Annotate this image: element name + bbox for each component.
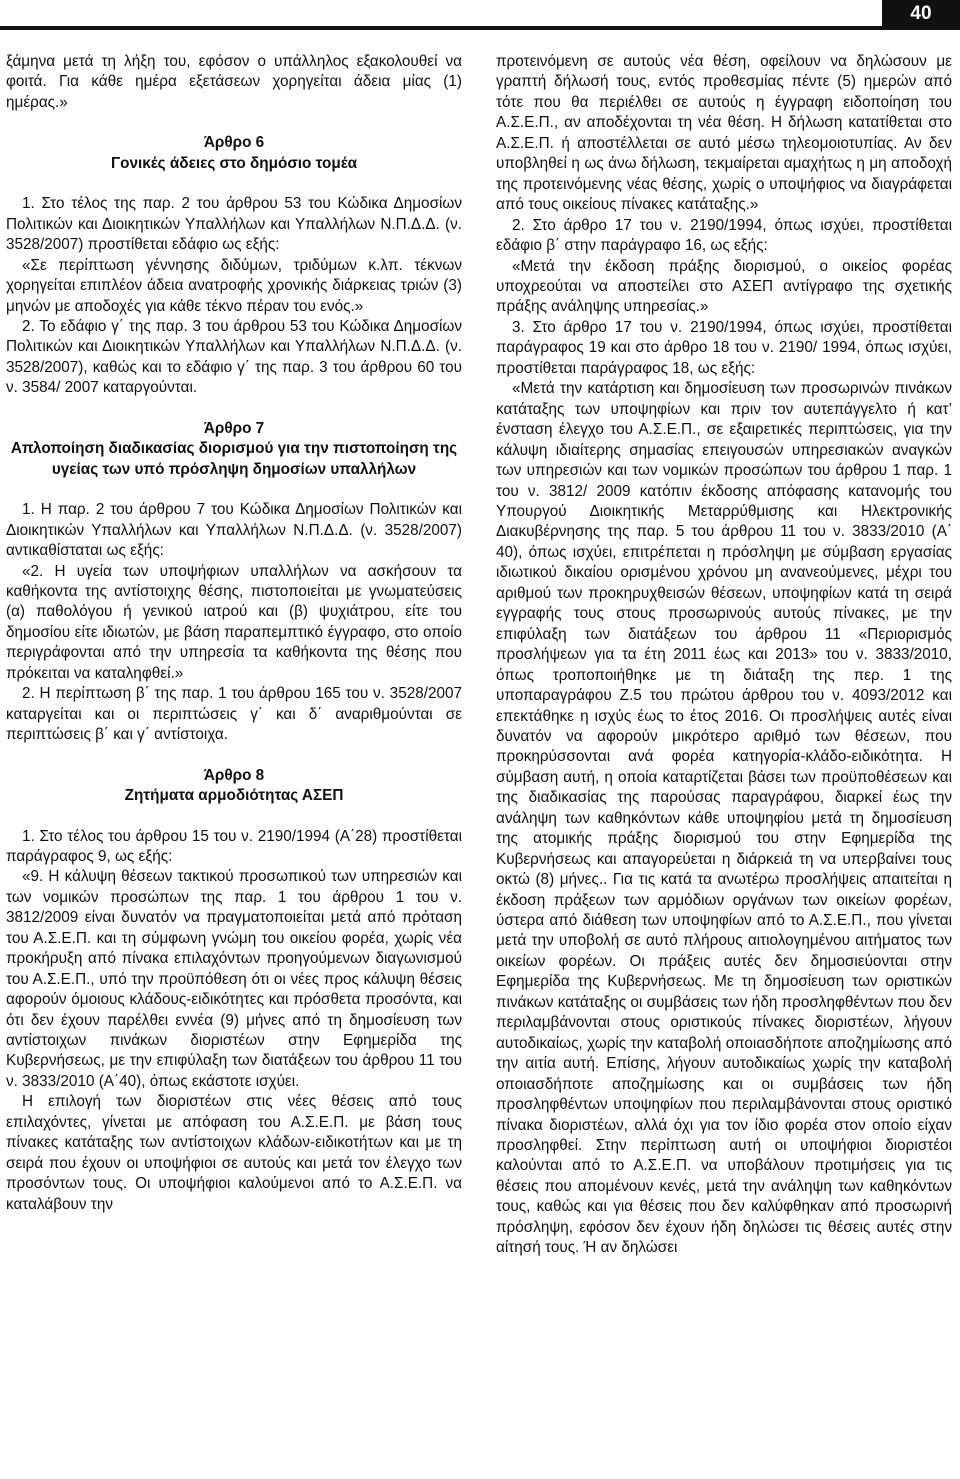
paragraph: 1. Στο τέλος της παρ. 2 του άρθρου 53 του Κώδικα Δημοσίων Πολιτικών και Διοικητικών Υπαλλήλων και Υπαλλήλων Ν.Π.Δ.Δ. (ν. 3528/2007) προστίθεται εδάφιο ως εξής: bbox=[6, 195, 462, 254]
left-column bbox=[6, 52, 462, 1215]
paragraph: 3. Στο άρθρο 17 του ν. 2190/1994, όπως ισχύει, προστίθεται παράγραφος 19 και στο άρθρο 18 του ν. 2190/ 1994, όπως ισχύει, προστίθεται παράγραφος 18, ως εξής: bbox=[496, 318, 952, 377]
paragraph: 1. Στο τέλος του άρθρου 15 του ν. 2190/1994 (Α΄28) προστίθεται παράγραφος 9, ως εξής: bbox=[6, 827, 462, 865]
paragraph: 2. Στο άρθρο 17 του ν. 2190/1994, όπως ισχύει, προστίθεται εδάφιο β΄ στην παράγραφο 16, ως εξής: bbox=[496, 216, 952, 255]
article-heading: Γονικές άδειες στο δημόσιο τομέα bbox=[110, 154, 358, 172]
article-heading: Άρθρο 8 bbox=[203, 766, 265, 784]
header-rule bbox=[0, 26, 960, 30]
article-heading: Άρθρο 6 bbox=[203, 134, 265, 152]
paragraph: «9. Η κάλυψη θέσεων τακτικού προσωπικού των υπηρεσιών και των νομικών προσώπων της παρ. 1 του άρθρου 1 του ν. 3812/2009 είναι δυνατόν να πραγματοποιείται μετά από πρόταση του Α.Σ.Ε.Π. και τη σύμφωνη γνώμη του οικείου φορέα, χωρίς νέα προκήρυξη από πίνακα επιλαχόντων προηγούμενων διαγωνισμού του Α.Σ.Ε.Π., υπό την προϋπόθεση ότι οι νέες προς κάλυψη θέσεις αφορούν όμοιους κλάδους-ειδικότητες και πρόσθετα προσόντα, και ότι δεν έχουν παρέλθει εννέα (9) μήνες από τη δημοσίευση των αντίστοιχων πινάκων διοριστέων στην Εφημερίδα της Κυβερνήσεως, με την επιφύλαξη των διατάξεων του άρθρου 11 του ν. 3833/2010 (Α΄40), όπως εκάστοτε ισχύει. bbox=[6, 868, 462, 1090]
page-number: 40 bbox=[882, 0, 960, 30]
article-heading: Ζητήματα αρμοδιότητας ΑΣΕΠ bbox=[124, 787, 344, 805]
paragraph: «Μετά την κατάρτιση και δημοσίευση των προσωρινών πινάκων κατάταξης των υποψηφίων και πριν τον αυτεπάγγελτο ή κατ’ ένσταση έλεγχο του Α.Σ.Ε.Π., σε εξαιρετικές περιπτώσεις, για την κάλυψη ιδιαίτερης σημασίας επειγουσών υπηρεσιακών αναγκών των υπηρεσιών και των νομικών προσώπων του άρθρου 1 παρ. 1 του ν. 3812/ 2009 κατόπιν έκδοσης απόφασης κατανομής του Υπουργού Διοικητικής Μεταρρύθμισης και Ηλεκτρονικής Διακυβέρνησης της παρ. 5 του άρθρου 11 του ν. 3833/2010 (Α΄ 40), όπως ισχύει, επιτρέπεται η πρόσληψη με σύμβαση εργασίας ιδιωτικού δικαίου ορισμένου χρόνου μη ανανεούμενες, μέχρι του αριθμού των προκηρυχθεισών θέσεων, υποψηφίων κατά τη σειρά εγγραφής τους στους προσωρινούς αυτούς πίνακες, με την επιφύλαξη των διατάξεων του άρθρου 11 «Περιορισμός προσλήψεων για τα έτη 2011 έως και 2013» του ν. 3833/2010, όπως τροποποιήθηκε με τη διάταξη της περ. 1 της υποπαραγράφου Ζ.5 του πρώτου άρθρου του ν. 4093/2012 και επεκτάθηκε η ισχύς έως το έτος 2016. Οι προσλήψεις αυτές είναι δυνατόν να αφορούν μικρότερο αριθμό των θέσεων, που προκηρύσσονται ανά φορέα κατηγορία-κλάδο-ειδικότητα. Η σύμβαση αυτή, η οποία καταρτίζεται βάσει των προϋποθέσεων και της διαδικασίας της παρούσας παραγράφου, διαρκεί έως την ανάληψη των καθηκόντων κάθε υποψηφίου μετά τη δημοσίευση της ατομικής πράξης διορισμού του στην Εφημερίδα της Κυβερνήσεως και απαγορεύεται η διάρκειά τη να υπερβαίνει τους οκτώ (8) μήνες.. Για τις κατά τα ανωτέρω προσλήψεις απαιτείται η έκδοση πράξεων των αρμόδιων οργάνων των οικείων φορέων, ύστερα από διάθεση των υποψηφίων από το Α.Σ.Ε.Π., που γίνεται μετά την υποβολή σε αυτό πλήρους αιτιολογημένου αιτήματος των οικείων φορέων. Οι πράξεις αυτές δεν δημοσιεύονται στην Εφημερίδα της Κυβερνήσεως. Με τη δημοσίευση των οριστικών πινάκων κατάταξης οι συμβάσεις των ήδη προσληφθέντων που δεν περιλαμβάνονται στους οριστικούς πίνακες διοριστέων, λήγουν αυτοδικαίως, χωρίς την καταβολή οποιασδήποτε αποζημίωσης από την αιτία αυτή. Επίσης, λήγουν αυτοδικαίως χωρίς την καταβολή οποιασδήποτε αποζημίωσης και οι συμβάσεις των ήδη προσληφθέντων υποψηφίων που περιλαμβάνονται στους οριστικό πίνακα διοριστέων, αλλά όχι για τον ίδιο φορέα στον οποίο είχαν προσληφθεί. Στην περίπτωση αυτή οι υποψήφιοι διοριστέοι καλούνται από το Α.Σ.Ε.Π. να υποβάλουν προτιμήσεις για τις θέσεις που απομένουν κενές, μετά την ανάληψη των καθηκόντων τους, καθώς και για θέσεις που δεν καλύφθηκαν από προσωρινή πρόσληψη, εφόσον δεν έχουν ήδη δηλώσει τις θέσεις αυτές στην αίτησή τους. Ή αν δηλώσει bbox=[496, 380, 952, 1257]
spacer bbox=[6, 807, 462, 827]
spacer bbox=[6, 113, 462, 133]
paragraph: 2. Η περίπτωση β΄ της παρ. 1 του άρθρου 165 του ν. 3528/2007 καταργείται και οι περιπτώσεις γ΄ και δ΄ αναριθμούνται σε περιπτώσεις β΄ και γ΄ αντίστοιχα. bbox=[6, 685, 462, 744]
spacer bbox=[6, 480, 462, 500]
spacer bbox=[6, 399, 462, 419]
right-column bbox=[496, 52, 952, 1259]
page-header bbox=[0, 0, 960, 40]
article-heading: Άρθρο 7 bbox=[203, 419, 265, 437]
paragraph: «Σε περίπτωση γέννησης διδύμων, τριδύμων κ.λπ. τέκνων χορηγείται επιπλέον άδεια ανατροφής χρονικής διάρκειας τριών (3) μηνών με αποδοχές για κάθε τέκνο πέραν του ενός.» bbox=[6, 256, 462, 315]
paragraph: Η επιλογή των διοριστέων στις νέες θέσεις από τους επιλαχόντες, γίνεται με απόφαση του Α.Σ.Ε.Π. με βάση τους πίνακες κατάταξης των αντίστοιχων κλάδων-ειδικοτήτων και με τη σειρά που έχουν οι υποψήφιοι σε αυτούς και μετά τον έλεγχο των προσόντων τους. Οι υποψήφιοι καλούμενοι από το Α.Σ.Ε.Π. να καταλάβουν την bbox=[6, 1093, 462, 1213]
paragraph: 2. Το εδάφιο γ΄ της παρ. 3 του άρθρου 53 του Κώδικα Δημοσίων Πολιτικών και Διοικητικών Υπαλλήλων και Υπαλλήλων Ν.Π.Δ.Δ. (ν. 3528/2007), καθώς και το εδάφιο γ΄ της παρ. 3 του άρθρου 60 του ν. 3584/ 2007 καταργούνται. bbox=[6, 317, 462, 397]
paragraph: «2. Η υγεία των υποψήφιων υπαλλήλων να ασκήσουν τα καθήκοντα της αντίστοιχης θέσης, πιστοποιείται με γνωματεύσεις (α) παθολόγου ή γενικού ιατρού και (β) ψυχιάτρου, είτε του δημοσίου είτε ιδιωτών, με βάση παραπεμπτικό έγγραφο, στο οποίο περιγράφονται από την υπηρεσία τα καθήκοντα της θέσης που πρόκειται να καταληφθεί.» bbox=[6, 562, 462, 682]
spacer bbox=[6, 174, 462, 194]
paragraph: προτεινόμενη σε αυτούς νέα θέση, οφείλουν να δηλώσουν με γραπτή δήλωσή τους, εντός προθεσμίας πέντε (5) ημερών από τότε που θα περιέλθει σε αυτούς η έγγραφη ειδοποίηση του Α.Σ.Ε.Π., αν αποδέχονται τη νέα θέση. Η δήλωση κατατίθεται στο Α.Σ.Ε.Π. ή αποστέλλεται σε αυτό μέσω τηλεομοιοτυπίας. Αν δεν υποβληθεί η ως άνω δήλωση, τεκμαίρεται αμαχήτως η μη αποδοχή της προτεινόμενης νέας θέσης, χωρίς ο υποψήφιος να διαγράφεται από τους οικείους πίνακες κατάταξης.» bbox=[496, 53, 952, 214]
spacer bbox=[6, 746, 462, 766]
paragraph: 1. Η παρ. 2 του άρθρου 7 του Κώδικα Δημοσίων Πολιτικών και Διοικητικών Υπαλλήλων και Υπαλλήλων Ν.Π.Δ.Δ. (ν. 3528/2007) αντικαθίσταται ως εξής: bbox=[6, 501, 462, 560]
article-heading: Απλοποίηση διαδικασίας διορισμού για την πιστοποίηση της υγείας των υπό πρόσληψη δημοσίων υπαλλήλων bbox=[10, 440, 458, 478]
paragraph: ξάμηνα μετά τη λήξη του, εφόσον ο υπάλληλος εξακολουθεί να φοιτά. Για κάθε ημέρα εξετάσεων χορηγείται άδεια μίας (1) ημέρας.» bbox=[6, 53, 462, 111]
paragraph: «Μετά την έκδοση πράξης διορισμού, ο οικείος φορέας υποχρεούται να αποστείλει στο ΑΣΕΠ αντίγραφο της σχετικής πράξης ανάληψης υπηρεσίας.» bbox=[496, 257, 952, 316]
